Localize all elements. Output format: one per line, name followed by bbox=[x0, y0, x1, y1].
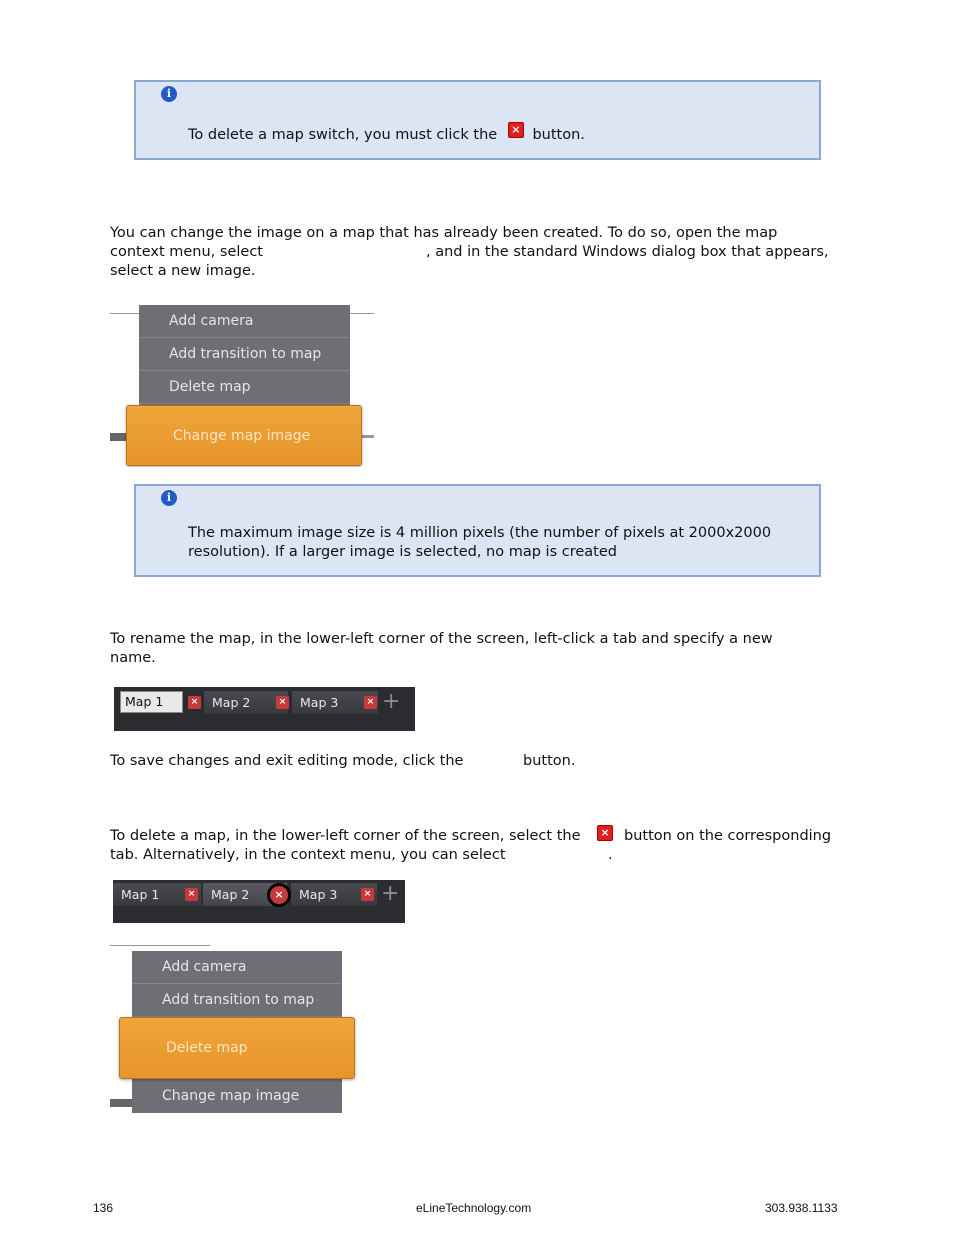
map-tab-bar-delete bbox=[113, 880, 405, 923]
context-menu-screenshot-change-image bbox=[110, 295, 374, 467]
close-icon[interactable]: × bbox=[185, 888, 198, 901]
footer-website: eLineTechnology.com bbox=[416, 1201, 532, 1215]
context-menu-screenshot-delete bbox=[110, 943, 361, 1113]
delete-line2-before: tab. Alternatively, in the context menu, you can select bbox=[110, 847, 506, 863]
close-icon: × bbox=[597, 825, 613, 841]
change-image-line2-end: , and in the standard Windows dialog box that appears, bbox=[426, 244, 829, 260]
info-icon: i bbox=[161, 86, 177, 102]
rename-line1: To rename the map, in the lower-left corner of the screen, left-click a tab and specify a new bbox=[110, 631, 773, 647]
tab-map-1[interactable]: Map 1 bbox=[113, 883, 201, 906]
change-image-line3: select a new image. bbox=[110, 263, 256, 279]
map-background-line bbox=[110, 1099, 134, 1107]
tab-map-2[interactable]: Map 2 bbox=[203, 883, 287, 906]
close-icon: × bbox=[508, 122, 524, 138]
menu-item-change-map-image[interactable]: Change map image bbox=[162, 1088, 300, 1104]
menu-item-add-camera[interactable]: Add camera bbox=[132, 951, 342, 984]
close-icon[interactable]: × bbox=[276, 696, 289, 709]
tab-map-2[interactable]: Map 2 bbox=[204, 691, 288, 714]
close-icon[interactable]: × bbox=[364, 696, 377, 709]
note-line2: resolution). If a larger image is selected, no map is created bbox=[188, 544, 617, 560]
map-background-line bbox=[110, 945, 210, 946]
change-image-line2-start: context menu, select bbox=[110, 244, 263, 260]
footer-phone: 303.938.1133 bbox=[765, 1201, 838, 1215]
add-tab-plus-icon[interactable]: + bbox=[382, 689, 401, 714]
add-tab-plus-icon[interactable]: + bbox=[381, 881, 400, 906]
close-icon[interactable]: × bbox=[188, 696, 201, 709]
close-icon[interactable]: × bbox=[361, 888, 374, 901]
page-number: 136 bbox=[93, 1201, 114, 1215]
rename-line2: name. bbox=[110, 650, 156, 666]
note-text-before: To delete a map switch, you must click the bbox=[188, 127, 498, 143]
close-icon-circled[interactable]: × bbox=[267, 883, 291, 907]
save-text-after: button. bbox=[523, 753, 576, 769]
menu-item-add-camera[interactable]: Add camera bbox=[139, 305, 350, 338]
delete-line1-before: To delete a map, in the lower-left corner of the screen, select the bbox=[110, 828, 581, 844]
note-text bbox=[188, 123, 585, 145]
delete-line2-after: . bbox=[608, 847, 613, 863]
delete-line1-after: button on the corresponding bbox=[624, 828, 832, 844]
info-note-delete-switch bbox=[134, 80, 821, 160]
menu-item-delete-map[interactable]: Delete map bbox=[139, 371, 350, 404]
note-line1: The maximum image size is 4 million pixels (the number of pixels at 2000x2000 bbox=[188, 525, 772, 541]
menu-item-add-transition[interactable]: Add transition to map bbox=[139, 338, 350, 371]
menu-item-delete-map-highlighted[interactable]: Delete map bbox=[119, 1017, 355, 1079]
menu-item-add-transition[interactable]: Add transition to map bbox=[132, 984, 342, 1017]
menu-item-change-map-image-highlighted[interactable]: Change map image bbox=[126, 405, 362, 466]
tab-map-3[interactable]: Map 3 bbox=[291, 883, 377, 906]
change-image-line1: You can change the image on a map that has already been created. To do so, open the map bbox=[110, 225, 778, 241]
tab-map-3[interactable]: Map 3 bbox=[292, 691, 378, 714]
info-note-image-size bbox=[134, 484, 821, 577]
note-text-after: button. bbox=[532, 127, 585, 143]
info-icon: i bbox=[161, 490, 177, 506]
tab-map-1-editing[interactable]: Map 1 bbox=[120, 691, 183, 713]
map-tab-bar-rename bbox=[114, 687, 415, 731]
save-text-before: To save changes and exit editing mode, click the bbox=[110, 753, 464, 769]
